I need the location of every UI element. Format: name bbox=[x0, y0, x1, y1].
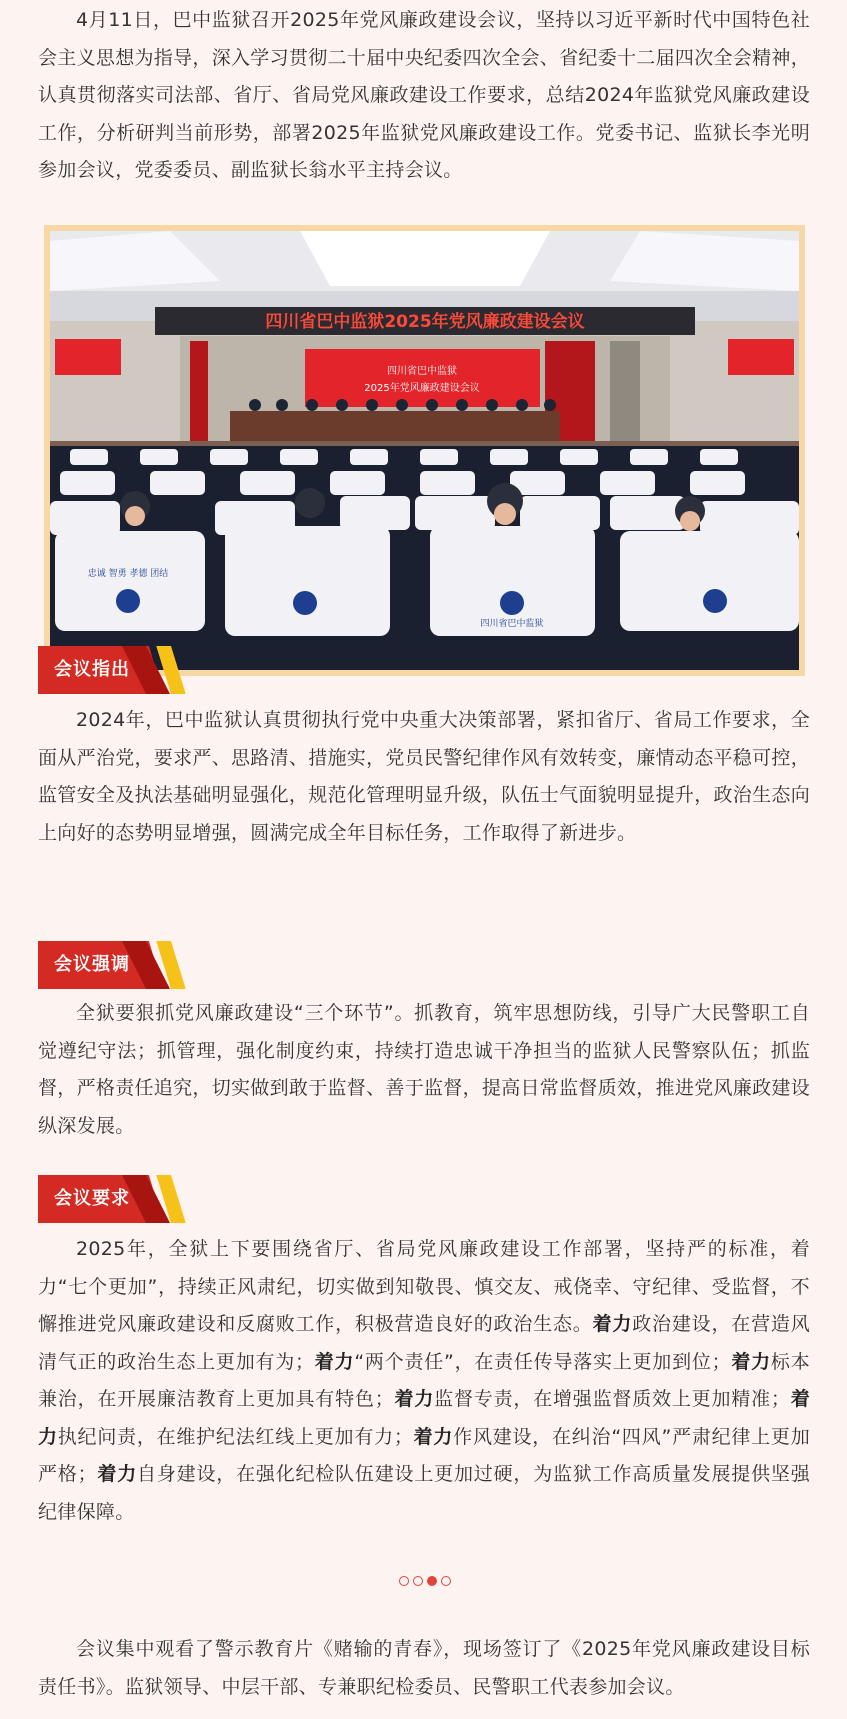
closing-paragraph: 会议集中观看了警示教育片《赌输的青春》，现场签订了《2025年党风廉政建设目标责任书》。监狱领导、中层干部、专兼职纪检委员、民警职工代表参加会议。 bbox=[38, 1638, 810, 1698]
body3-bold: 着力 bbox=[314, 1350, 355, 1373]
section-body-3 bbox=[38, 1231, 810, 1531]
section-header-3 bbox=[38, 1175, 188, 1223]
meeting-photo bbox=[50, 231, 799, 670]
body3-part: 政治建设，在营造风清气正的政治生态上更加有为； bbox=[38, 1313, 810, 1373]
body3-bold: 着力 bbox=[394, 1388, 435, 1410]
section-title-3: 会议要求 bbox=[54, 1188, 130, 1209]
section-header-2 bbox=[38, 941, 188, 989]
photo-banner-text: 四川省巴中监狱2025年党风廉政建设会议 bbox=[265, 312, 585, 332]
section-body-1: 2024年，巴中监狱认真贯彻执行党中央重大决策部署，紧扣省厅、省局工作要求，全面从严治党，要求严、思路清、措施实，党员民警纪律作风有效转变，廉情动态平稳可控，监管安全及执法基础明显强化，规范化管理明显升级，队伍士气面貌明显提升，政治生态向上向好的态势明显增强，圆满完成全年目标任务，工作取得了新进步。 bbox=[38, 709, 811, 844]
photo-screen-line2: 2025年党风廉政建设会议 bbox=[364, 383, 480, 394]
dot-icon bbox=[399, 1576, 409, 1586]
body3-bold: 着力 bbox=[38, 1388, 810, 1448]
body3-bold: 着力 bbox=[96, 1463, 138, 1485]
pagination-dots bbox=[399, 1576, 451, 1590]
photo-screen-line1: 四川省巴中监狱 bbox=[387, 366, 457, 377]
section-title-2: 会议强调 bbox=[54, 954, 130, 975]
body3-bold: 着力 bbox=[592, 1313, 633, 1335]
meeting-photo-frame bbox=[44, 225, 805, 676]
photo-chair-org: 四川省巴中监狱 bbox=[480, 619, 544, 629]
body3-part: 作风建设，在纠治“四风”严肃纪律上更加严格； bbox=[38, 1425, 810, 1485]
section-header-1 bbox=[38, 646, 188, 694]
dot-icon bbox=[441, 1576, 451, 1586]
dot-icon bbox=[413, 1576, 423, 1586]
body3-part: “两个责任”，在责任传导落实上更加到位； bbox=[354, 1350, 731, 1373]
photo-chair-slogan: 忠诚 智勇 孝德 团结 bbox=[87, 569, 169, 579]
body3-part: 2025年，全狱上下要围绕省厅、省局党风廉政建设工作部署，坚持严的标准，着力“七个更加”，持续正风肃纪，切实做到知敬畏、慎交友、戒侥幸、守纪律、受监督，不懈推进党风廉政建设和反腐败工作，积极营造良好的政治生态。 bbox=[38, 1238, 810, 1335]
body3-part: 自身建设，在强化纪检队伍建设上更加过硬，为监狱工作高质量发展提供坚强纪律保障。 bbox=[38, 1463, 810, 1523]
section-body-2: 全狱要狠抓党风廉政建设“三个环节”。抓教育，筑牢思想防线，引导广大民警职工自觉遵纪守法；抓管理，强化制度约束，持续打造忠诚干净担当的监狱人民警察队伍；抓监督，严格责任追究，切实做到敢于监督、善于监督，提高日常监督质效，推进党风廉政建设纵深发展。 bbox=[38, 1002, 811, 1137]
body3-bold: 着力 bbox=[413, 1425, 454, 1448]
body3-bold: 着力 bbox=[730, 1350, 771, 1373]
body3-part: 标本兼治，在开展廉洁教育上更加具有特色； bbox=[38, 1350, 810, 1410]
dot-active-icon bbox=[427, 1576, 437, 1586]
body3-part: 执纪问责，在维护纪法红线上更加有力； bbox=[57, 1425, 414, 1448]
section-title-1: 会议指出 bbox=[54, 659, 130, 680]
intro-paragraph: 4月11日，巴中监狱召开2025年党风廉政建设会议，坚持以习近平新时代中国特色社会主义思想为指导，深入学习贯彻二十届中央纪委四次全会、省纪委十二届四次全会精神，认真贯彻落实司法部、省厅、省局党风廉政建设工作要求，总结2024年监狱党风廉政建设工作，分析研判当前形势，部署2025年监狱党风廉政建设工作。党委书记、监狱长李光明参加会议，党委委员、副监狱长翁水平主持会议。 bbox=[38, 9, 811, 181]
body3-part: 监督专责，在增强监督质效上更加精准； bbox=[434, 1388, 791, 1410]
